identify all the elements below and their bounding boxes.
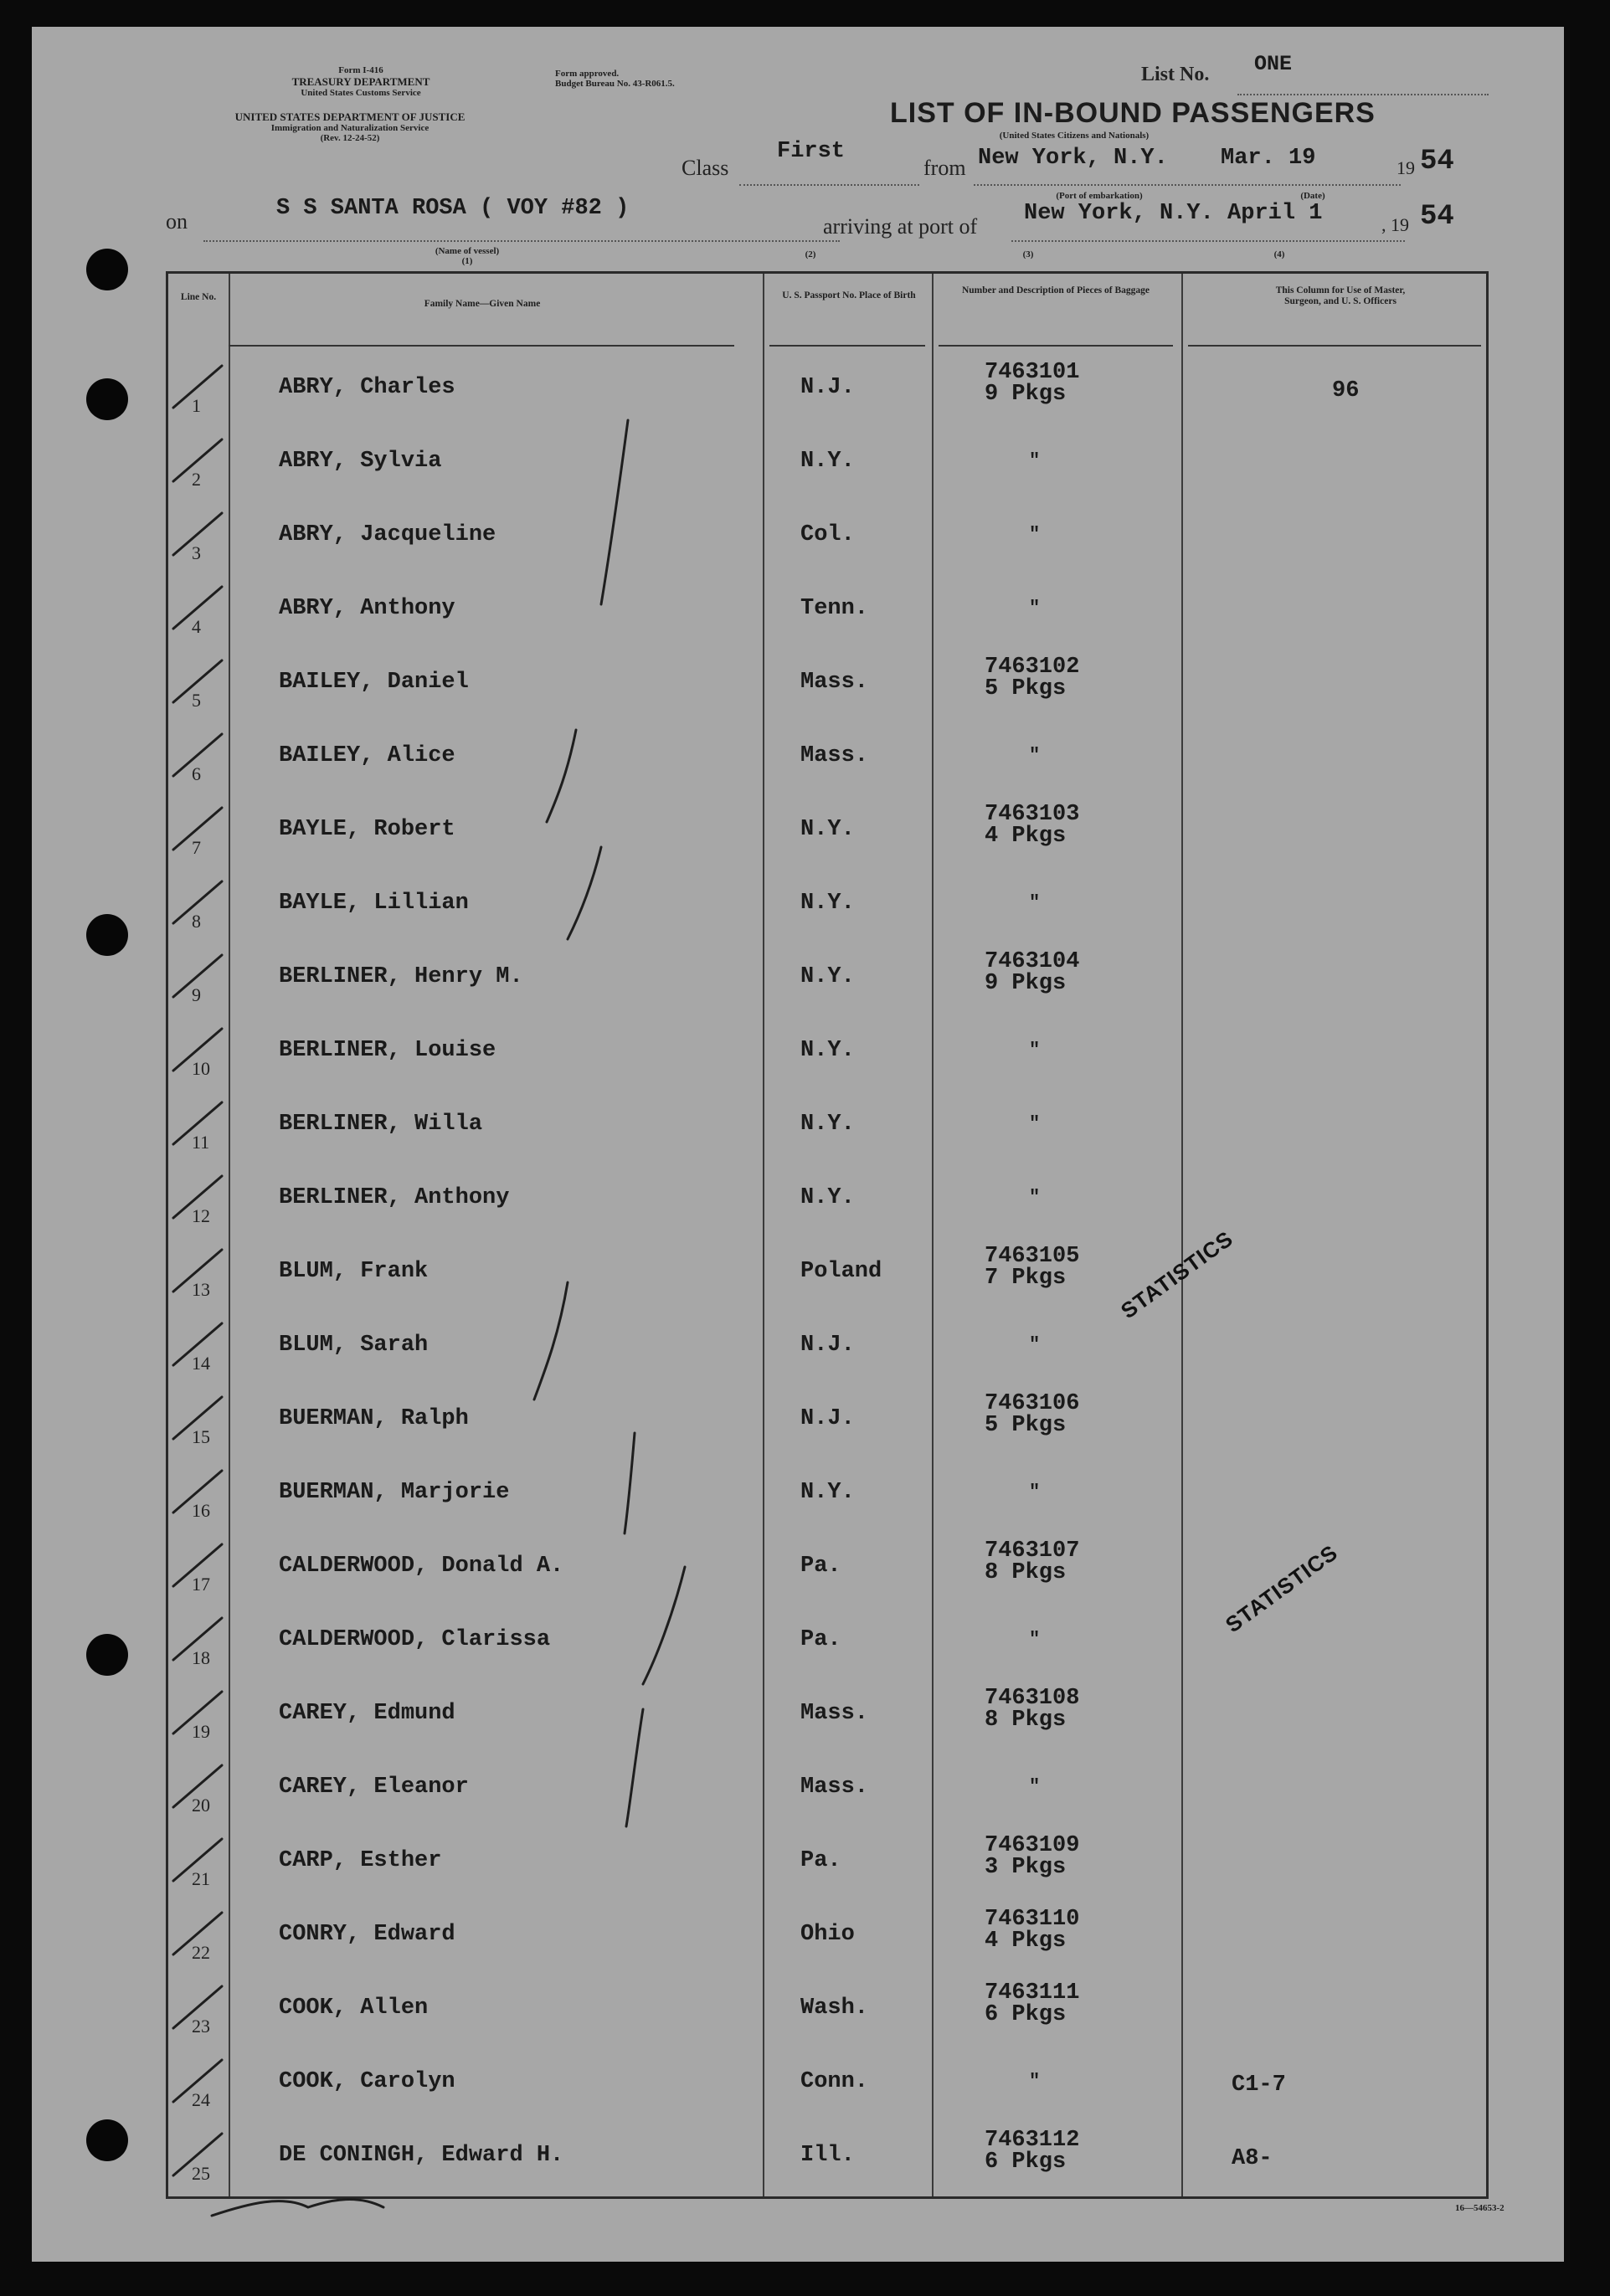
passenger-name: CAREY, Eleanor	[279, 1775, 469, 1800]
place-of-birth: N.Y.	[800, 1038, 855, 1063]
line-number: 23	[192, 2016, 210, 2037]
footer-code: 16—54653-2	[1455, 2203, 1505, 2213]
line-number: 15	[192, 1426, 210, 1447]
place-of-birth: Ohio	[800, 1922, 855, 1947]
line-number: 2	[192, 469, 201, 490]
line-number: 16	[192, 1500, 210, 1521]
baggage-pieces: 9 Pkgs	[985, 382, 1067, 407]
passenger-name: BUERMAN, Marjorie	[279, 1480, 510, 1505]
passenger-name: BERLINER, Louise	[279, 1038, 496, 1063]
place-of-birth: Mass.	[800, 743, 869, 768]
baggage-ditto: "	[1029, 450, 1041, 471]
passenger-name: CALDERWOOD, Clarissa	[279, 1627, 551, 1652]
form-number: Form I-416	[338, 65, 383, 75]
passenger-name: BLUM, Sarah	[279, 1333, 429, 1358]
baggage-ditto: "	[1029, 598, 1041, 619]
passenger-name: BERLINER, Anthony	[279, 1185, 510, 1210]
header-name: Family Name—Given Name	[424, 299, 541, 309]
place-of-birth: N.Y.	[800, 1112, 855, 1137]
line-number: 17	[192, 1574, 210, 1595]
passenger-name: ABRY, Anthony	[279, 596, 455, 621]
passenger-name: BERLINER, Henry M.	[279, 964, 523, 989]
line-number: 8	[192, 911, 201, 932]
baggage-ditto: "	[1029, 1482, 1041, 1502]
place-of-birth: Mass.	[800, 1775, 869, 1800]
from-year: 54	[1420, 146, 1454, 177]
passenger-name: BUERMAN, Ralph	[279, 1406, 469, 1431]
from-year-prefix: 19	[1397, 157, 1415, 178]
place-of-birth: Col.	[800, 522, 855, 547]
passenger-name: BAILEY, Daniel	[279, 670, 469, 695]
baggage-pieces: 7 Pkgs	[985, 1266, 1067, 1291]
place-of-birth: N.Y.	[800, 964, 855, 989]
justice-dept: UNITED STATES DEPARTMENT OF JUSTICE	[234, 110, 466, 123]
arrival-port-date: New York, N.Y. April 1	[1024, 201, 1323, 226]
passenger-name: CALDERWOOD, Donald A.	[279, 1554, 564, 1579]
line-number: 13	[192, 1279, 210, 1300]
line-number: 4	[192, 616, 201, 637]
place-of-birth: N.Y.	[800, 1185, 855, 1210]
line-number: 19	[192, 1721, 210, 1742]
list-no-label: List No.	[1141, 64, 1210, 85]
place-of-birth: N.J.	[800, 375, 855, 400]
line-number: 6	[192, 763, 201, 784]
place-of-birth: Pa.	[800, 1554, 841, 1579]
baggage-ditto: "	[1029, 892, 1041, 913]
arrival-year: 54	[1420, 201, 1454, 233]
passenger-name: DE CONINGH, Edward H.	[279, 2143, 564, 2168]
line-number: 7	[192, 837, 201, 858]
place-of-birth: Mass.	[800, 670, 869, 695]
list-no-value: ONE	[1254, 52, 1293, 76]
from-date: Mar. 19	[1221, 146, 1316, 171]
form-approved: Form approved.	[555, 69, 620, 79]
place-of-birth: Ill.	[800, 2143, 855, 2168]
officer-note: C1-7	[1232, 2073, 1286, 2098]
statistics-stamp: STATISTICS	[1116, 1225, 1238, 1324]
document-page	[32, 27, 1564, 2262]
port-embarkation-caption: (Port of embarkation)	[1056, 191, 1143, 201]
class-label: Class	[682, 156, 729, 180]
line-number: 24	[192, 2089, 210, 2110]
baggage-ditto: "	[1029, 1334, 1041, 1355]
baggage-pieces: 6 Pkgs	[985, 2150, 1067, 2175]
ins-service: Immigration and Naturalization Service	[270, 123, 430, 133]
place-of-birth: Poland	[800, 1259, 882, 1284]
vessel-name: S S SANTA ROSA ( VOY #82 )	[276, 196, 630, 221]
baggage-number: 7463105	[985, 1244, 1080, 1269]
header-line-no: Line No.	[180, 292, 217, 302]
line-number: 20	[192, 1795, 210, 1816]
baggage-number: 7463110	[985, 1907, 1080, 1932]
on-label: on	[166, 209, 188, 234]
vessel-caption: (Name of vessel) (1)	[435, 246, 500, 266]
baggage-number: 7463104	[985, 949, 1080, 974]
line-number: 5	[192, 690, 201, 711]
customs-service: United States Customs Service	[301, 88, 421, 98]
passenger-name: ABRY, Charles	[279, 375, 455, 400]
baggage-ditto: "	[1029, 1187, 1041, 1208]
line-number: 3	[192, 542, 201, 563]
passenger-name: CAREY, Edmund	[279, 1701, 455, 1726]
baggage-pieces: 5 Pkgs	[985, 1413, 1067, 1438]
baggage-pieces: 8 Pkgs	[985, 1560, 1067, 1585]
passenger-name: BAILEY, Alice	[279, 743, 455, 768]
place-of-birth: Mass.	[800, 1701, 869, 1726]
line-number: 25	[192, 2163, 210, 2184]
arrival-year-prefix: , 19	[1381, 214, 1409, 235]
baggage-number: 7463102	[985, 655, 1080, 680]
baggage-ditto: "	[1029, 1040, 1041, 1061]
baggage-ditto: "	[1029, 1629, 1041, 1650]
header-officers: This Column for Use of Master, Surgeon, and U. S. Officers	[1275, 285, 1406, 306]
treasury-dept: TREASURY DEPARTMENT	[291, 75, 430, 88]
place-of-birth: Pa.	[800, 1848, 841, 1873]
place-of-birth: Tenn.	[800, 596, 869, 621]
header-passport: U. S. Passport No. Place of Birth	[782, 290, 916, 300]
document-subtitle: (United States Citizens and Nationals)	[999, 131, 1150, 141]
baggage-number: 7463109	[985, 1833, 1080, 1858]
passenger-name: BAYLE, Lillian	[279, 891, 469, 916]
from-port: New York, N.Y.	[978, 146, 1168, 171]
officer-note: 96	[1332, 378, 1360, 403]
line-number: 18	[192, 1647, 210, 1668]
baggage-ditto: "	[1029, 2071, 1041, 2092]
line-number: 1	[192, 395, 201, 416]
baggage-number: 7463112	[985, 2128, 1080, 2153]
place-of-birth: Pa.	[800, 1627, 841, 1652]
arriving-label: arriving at port of	[823, 214, 978, 239]
passenger-name: CONRY, Edward	[279, 1922, 455, 1947]
baggage-ditto: "	[1029, 1776, 1041, 1797]
baggage-number: 7463108	[985, 1686, 1080, 1711]
date-caption: (Date)	[1300, 191, 1325, 201]
baggage-number: 7463101	[985, 360, 1080, 385]
passenger-name: CARP, Esther	[279, 1848, 442, 1873]
baggage-pieces: 4 Pkgs	[985, 824, 1067, 849]
col4-caption: (4)	[1273, 249, 1285, 259]
line-number: 9	[192, 984, 201, 1005]
officer-note: A8-	[1232, 2146, 1273, 2171]
budget-bureau: Budget Bureau No. 43-R061.5.	[555, 79, 675, 89]
baggage-pieces: 3 Pkgs	[985, 1855, 1067, 1880]
handwritten-marks	[32, 27, 1564, 2262]
baggage-ditto: "	[1029, 524, 1041, 545]
place-of-birth: Conn.	[800, 2069, 869, 2094]
line-number: 22	[192, 1942, 210, 1963]
baggage-number: 7463111	[985, 1980, 1080, 2006]
place-of-birth: Wash.	[800, 1996, 869, 2021]
line-number: 11	[192, 1132, 210, 1153]
passenger-name: BLUM, Frank	[279, 1259, 429, 1284]
baggage-pieces: 5 Pkgs	[985, 676, 1067, 701]
col2-caption: (2)	[805, 249, 816, 259]
passenger-name: COOK, Carolyn	[279, 2069, 455, 2094]
place-of-birth: N.Y.	[800, 1480, 855, 1505]
baggage-pieces: 9 Pkgs	[985, 971, 1067, 996]
baggage-number: 7463103	[985, 802, 1080, 827]
statistics-stamp: STATISTICS	[1221, 1539, 1343, 1638]
from-label: from	[923, 156, 966, 180]
revision: (Rev. 12-24-52)	[320, 133, 380, 143]
place-of-birth: N.Y.	[800, 449, 855, 474]
place-of-birth: N.J.	[800, 1406, 855, 1431]
line-number: 12	[192, 1205, 210, 1226]
baggage-ditto: "	[1029, 745, 1041, 766]
place-of-birth: N.Y.	[800, 817, 855, 842]
document-title: LIST OF IN-BOUND PASSENGERS	[890, 97, 1376, 129]
col3-caption: (3)	[1022, 249, 1034, 259]
line-number: 21	[192, 1868, 210, 1889]
baggage-number: 7463107	[985, 1538, 1080, 1564]
line-number: 10	[192, 1058, 210, 1079]
line-number: 14	[192, 1353, 210, 1374]
passenger-name: ABRY, Jacqueline	[279, 522, 496, 547]
place-of-birth: N.Y.	[800, 891, 855, 916]
place-of-birth: N.J.	[800, 1333, 855, 1358]
baggage-number: 7463106	[985, 1391, 1080, 1416]
baggage-pieces: 6 Pkgs	[985, 2002, 1067, 2027]
header-baggage: Number and Description of Pieces of Baggage	[961, 285, 1150, 295]
passenger-name: BERLINER, Willa	[279, 1112, 483, 1137]
class-value: First	[777, 139, 846, 164]
baggage-ditto: "	[1029, 1113, 1041, 1134]
baggage-pieces: 4 Pkgs	[985, 1929, 1067, 1954]
passenger-name: COOK, Allen	[279, 1996, 429, 2021]
passenger-name: ABRY, Sylvia	[279, 449, 442, 474]
baggage-pieces: 8 Pkgs	[985, 1708, 1067, 1733]
passenger-name: BAYLE, Robert	[279, 817, 455, 842]
